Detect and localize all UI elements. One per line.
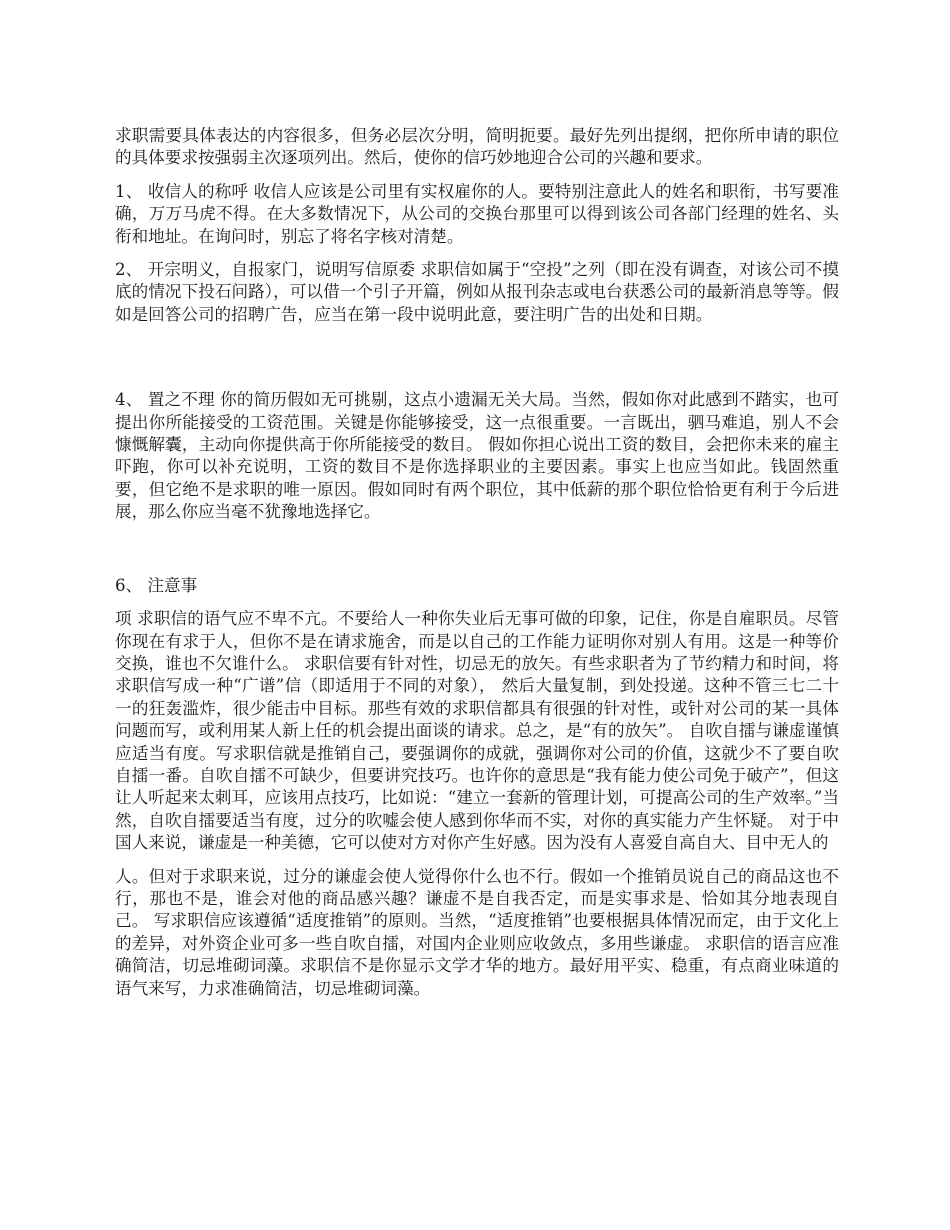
closing-paragraph: 人。但对于求职来说，过分的谦虚会使人觉得你什么也不行。假如一个推销员说自己的商品这也不行，那也不是，谁会对他的商品感兴趣？谦虚不是自我否定，而是实事求是、恰如其分地表现自己。 写求职信应该遵循“适度推销”的原则。当然，“适度推销”也要根据具体情况而定，由于文化上的差异，对外资企业可多一些自吹自擂，对国内企业则应收敛点，多用些谦虚。 求职信的语言应准确简洁，切忌堆砌词藻。求职信不是你显示文学才华的地方。最好用平实、稳重，有点商业味道的语气来写，力求准确简洁，切忌堆砌词藻。 <box>115 866 839 998</box>
blank-gap <box>115 337 839 389</box>
section-6-heading: 6、 注意事 <box>115 575 198 595</box>
blank-gap <box>115 535 839 575</box>
intro-paragraph: 求职需要具体表达的内容很多，但务必层次分明，简明扼要。最好先列出提纲，把你所申请的职位的具体要求按强弱主次逐项列出。然后，使你的信巧妙地迎合公司的兴趣和要求。 <box>115 126 839 168</box>
document-body <box>115 125 839 1011</box>
section-6-paragraph: 项 求职信的语气应不卑不亢。不要给人一种你失业后无事可做的印象，记住，你是自雇职员。尽管你现在有求于人，但你不是在请求施舍，而是以自己的工作能力证明你对别人有用。这是一种等价交换，谁也不欠谁什么。 求职信要有针对性，切忌无的放矢。有些求职者为了节约精力和时间，将求职信写成一种“广谱”信（即适用于不同的对象）， 然后大量复制，到处投递。这种不管三七二十一的狂轰滥炸，很少能击中目标。那些有效的求职信都具有很强的针对性，或针对公司的某一具体问题而写，或利用某人新上任的机会提出面谈的请求。总之，是“有的放矢”。 自吹自擂与谦虚谨慎应适当有度。写求职信就是推销自己，要强调你的成就，强调你对公司的价值，这就少不了要自吹自擂一番。自吹自擂不可缺少，但要讲究技巧。也许你的意思是“我有能力使公司免于破产”，但这让人听起来太刺耳，应该用点技巧，比如说：“建立一套新的管理计划，可提高公司的生产效率。”当然，自吹自擂要适当有度，过分的吹嘘会使人感到你华而不实，对你的真实能力产生怀疑。 对于中国人来说，谦虚是一种美德，它可以使对方对你产生好感。因为没有人喜爱自高自大、目中无人的 <box>115 609 839 853</box>
section-2-paragraph: 2、 开宗明义，自报家门，说明写信原委 求职信如属于“空投”之列（即在没有调查，对该公司不摸底的情况下投石问路），可以借一个引子开篇，例如从报刊杂志或电台获悉公司的最新消息等等。假如是回答公司的招聘广告，应当在第一段中说明此意，要注明广告的出处和日期。 <box>115 260 839 324</box>
section-4-paragraph: 4、 置之不理 你的简历假如无可挑剔，这点小遗漏无关大局。当然，假如你对此感到不踏实，也可提出你所能接受的工资范围。关键是你能够接受，这一点很重要。一言既出，驷马难追，别人不会慷慨解囊，主动向你提供高于你所能接受的数目。 假如你担心说出工资的数目，会把你未来的雇主吓跑，你可以补充说明，工资的数目不是你选择职业的主要因素。事实上也应当如此。钱固然重要，但它绝不是求职的唯一原因。假如同时有两个职位，其中低薪的那个职位恰恰更有利于今后进展，那么你应当毫不犹豫地选择它。 <box>115 390 839 522</box>
section-1-paragraph: 1、 收信人的称呼 收信人应该是公司里有实权雇你的人。要特别注意此人的姓名和职衔，书写要准确，万万马虎不得。在大多数情况下，从公司的交换台那里可以得到该公司各部门经理的姓名、头衔和地址。在询问时，别忘了将名字核对清楚。 <box>115 181 839 246</box>
